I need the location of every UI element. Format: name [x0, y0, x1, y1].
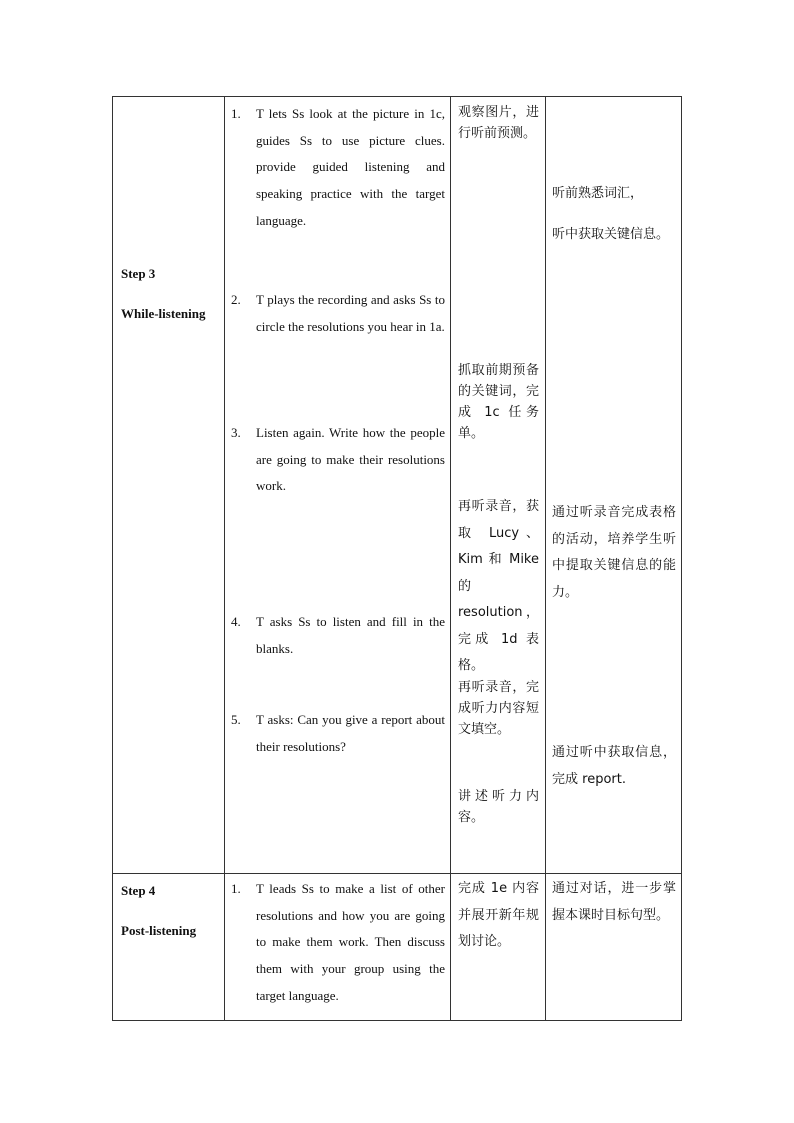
intent-text: 通过对话，进一步掌握本课时目标句型。	[552, 881, 676, 923]
step-subtitle: While-listening	[121, 306, 206, 321]
step-title: Step 4	[121, 883, 156, 898]
student-activity-cell	[451, 874, 546, 1021]
item-number: 1.	[231, 106, 241, 121]
student-activity-cell	[451, 97, 546, 874]
student-activity-text: 观察图片，进行听前预测。	[458, 105, 539, 141]
intent-cell	[546, 874, 682, 1021]
student-activity-text: 再听录音，获取 Lucy、Kim 和 Mike 的 resolution，完成 1d 表格。	[458, 499, 539, 673]
intent-cell	[546, 97, 682, 874]
list-item	[231, 609, 445, 662]
list-item	[231, 101, 445, 235]
item-number: 3.	[231, 425, 241, 440]
item-text: T plays the recording and asks Ss to circle the resolutions you hear in 1a.	[256, 292, 445, 334]
step-cell	[113, 97, 225, 874]
intent-text: 听中获取关键信息。	[552, 227, 670, 242]
teacher-activity-cell	[225, 874, 451, 1021]
step-cell	[113, 874, 225, 1021]
item-number: 1.	[231, 881, 241, 896]
item-number: 2.	[231, 292, 241, 307]
student-activity-text: 完成 1e 内容并展开新年规划讨论。	[458, 881, 539, 949]
list-item	[231, 707, 445, 760]
item-text: T asks Ss to listen and fill in the blanks.	[256, 614, 445, 656]
step-title: Step 3	[121, 266, 156, 281]
teacher-activity-cell	[225, 97, 451, 874]
table-row-step4	[113, 874, 682, 1021]
step-subtitle: Post-listening	[121, 923, 197, 938]
student-activity-text: 抓取前期预备的关键词，完成 1c 任务单。	[458, 363, 539, 441]
student-activity-text: 再听录音，完成听力内容短文填空。	[458, 680, 539, 737]
intent-text: 通过听中获取信息，完成 report.	[552, 745, 676, 787]
table-row-step3	[113, 97, 682, 874]
student-activity-text: 讲述听力内容。	[458, 789, 539, 825]
item-text: T leads Ss to make a list of other resolutions and how you are going to make them work. Then discuss them with your group using the target language.	[256, 881, 445, 1003]
item-number: 4.	[231, 614, 241, 629]
list-item	[231, 876, 445, 1010]
item-text: Listen again. Write how the people are going to make their resolutions work.	[256, 425, 445, 494]
list-item	[231, 287, 445, 340]
lesson-plan-table	[112, 96, 682, 1021]
item-text: T asks: Can you give a report about their resolutions?	[256, 712, 445, 754]
item-text: T lets Ss look at the picture in 1c, guides Ss to use picture clues. provide guided listening and speaking practice with the target language.	[256, 106, 445, 228]
intent-text: 通过听录音完成表格的活动，培养学生听中提取关键信息的能力。	[552, 505, 676, 600]
list-item	[231, 420, 445, 500]
intent-text: 听前熟悉词汇，	[552, 186, 644, 201]
item-number: 5.	[231, 712, 241, 727]
